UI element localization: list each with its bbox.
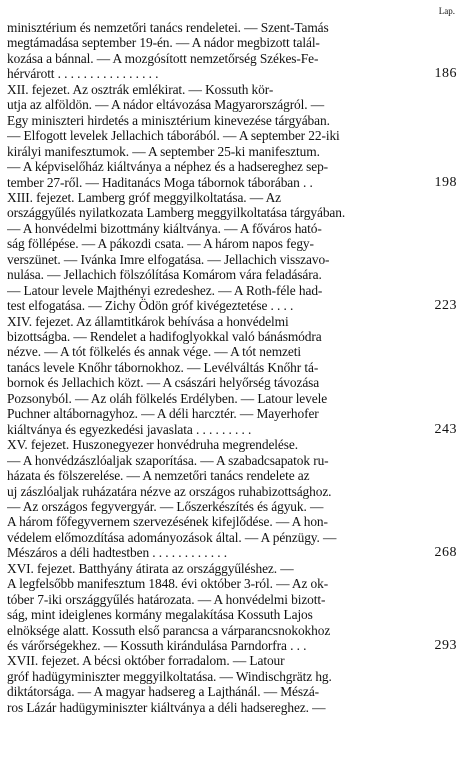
toc-line: országgyűlés nyilatkozata Lamberg meggyilkoltatása tárgyában.: [7, 205, 346, 221]
toc-line: — Elfogott levelek Jellachich táborából. — A september 22-iki: [7, 128, 340, 144]
toc-line: ság, mint ideiglenes kormány megalakítása Kossuth Lajos: [7, 607, 313, 623]
toc-line: minisztérium és nemzetőri tanács rendeletei. — Szent-Tamás: [7, 20, 329, 35]
toc-line: Egy miniszteri hirdetés a minisztérium kinevezése tárgyában.: [7, 112, 330, 128]
page-number: 268: [434, 545, 457, 561]
page-number: 198: [434, 174, 457, 190]
toc-line: A három főfegyvernem szervezésének kifejlődése. — A hon-: [7, 514, 328, 530]
toc-line: XVII. fejezet. A bécsi október forradalom. — Latour: [7, 653, 285, 669]
toc-line: diktátorsága. — A magyar hadsereg a Lajthánál. — Mészá-: [7, 684, 320, 700]
toc-line: — A honvédzászlóaljak szaporítása. — A szabadcsapatok ru-: [7, 452, 329, 468]
toc-line: megtámadása september 19-én. — A nádor megbizott talál-: [7, 35, 320, 51]
toc-line: kozása a bánnal. — A mozgósított nemzetőrség Székes-Fe-: [7, 50, 319, 66]
toc-line: XV. fejezet. Huszonegyezer honvédruha megrendelése.: [7, 437, 298, 453]
page-number: 243: [434, 421, 457, 437]
page-column-label: Lap.: [438, 6, 455, 16]
toc-line: tember 27-ről. — Haditanács Moga tábornok táborában . .: [7, 174, 313, 190]
toc-line: — Az országos fegyvergyár. — Lőszerkészítés és ágyuk. —: [7, 498, 324, 514]
toc-line: hérvárott . . . . . . . . . . . . . . . .: [7, 66, 159, 82]
page-number: 293: [434, 638, 457, 653]
toc-line: bizottságba. — Rendelet a hadifoglyokkal való bánásmódra: [7, 329, 322, 344]
toc-line: házata és fölszerelése. — A nemzetőri tanács rendelete az: [7, 468, 310, 484]
toc-line: elnöksége alatt. Kossuth első parancsa a várparancsnokokhoz: [7, 622, 331, 638]
toc-line: nulása. — Jellachich fölszólítása Komárom vára feladására.: [7, 267, 322, 283]
toc-line: — Latour levele Majthényi ezredeshez. — A Roth-féle had-: [7, 282, 323, 298]
toc-line: XIV. fejezet. Az államtitkárok behívása a honvédelmi: [7, 313, 289, 329]
toc-line: verszünet. — Ivánka Imre elfogatása. — Jellachich visszavo-: [7, 251, 330, 267]
toc-line: nézve. — A tót fölkelés és annak vége. — A tót nemzeti: [7, 344, 301, 360]
toc-line: utja az alföldön. — A nádor eltávozása Magyarországról. —: [7, 97, 325, 113]
toc-line: védelem előmozdítása adományozások által. — A pénzügy. —: [7, 529, 337, 545]
toc-line: ság föllépése. — A pákozdi csata. — A három napos fegy-: [7, 236, 314, 252]
page-number: 223: [434, 298, 457, 314]
toc-line: test elfogatása. — Zichy Ödön gróf kivégeztetése . . . .: [7, 298, 294, 314]
toc-line: gróf hadügyminiszter meggyilkoltatása. — Windischgrätz hg.: [7, 668, 332, 684]
toc-line: — A képviselőház kiáltványa a néphez és a hadsereghez sep-: [7, 159, 329, 175]
toc-line: bornok és Jellachich közt. — A császári helyőrség távozása: [7, 375, 320, 391]
page-number: 186: [434, 66, 457, 82]
toc-line: A legfelsőbb manifesztum 1848. évi október 3-ról. — Az ok-: [7, 576, 329, 592]
toc-line: XII. fejezet. Az osztrák emlékirat. — Kossuth kör-: [7, 81, 274, 97]
toc-line: Puchner altábornagyhoz. — A déli harcztér. — Mayerhofer: [7, 406, 319, 422]
toc-line: Mészáros a déli hadtestben . . . . . . . . . . . .: [7, 545, 227, 561]
toc-line: XVI. fejezet. Batthyány átirata az országgyűléshez. —: [7, 560, 294, 576]
toc-line: Pozsonyból. — Az oláh fölkelés Erdélyben. — Latour levele: [7, 390, 328, 406]
toc-line: királyi manifesztumok. — A september 25-ki manifesztum.: [7, 143, 320, 159]
toc-line: ros Lázár hadügyminiszter kiáltványa a déli hadsereghez. —: [7, 699, 326, 715]
toc-line: tóber 7-iki országgyűlés határozata. — A honvédelmi bizott-: [7, 591, 326, 607]
toc-line: kiáltványa és egyezkedési javaslata . . . . . . . . .: [7, 421, 252, 437]
toc-line: — A honvédelmi bizottmány kiáltványa. — A főváros ható-: [7, 220, 322, 236]
toc-line: tanács levele Knőhr tábornokhoz. — Levélváltás Knőhr tá-: [7, 359, 319, 375]
toc-line: és várőrségekhez. — Kossuth kirándulása Parndorfra . . .: [7, 638, 307, 653]
toc-line: uj zászlóaljak ruházatára nézve az országos ruhabizottsághoz.: [7, 483, 332, 499]
toc-line: XIII. fejezet. Lamberg gróf meggyilkoltatása. — Az: [7, 189, 281, 205]
